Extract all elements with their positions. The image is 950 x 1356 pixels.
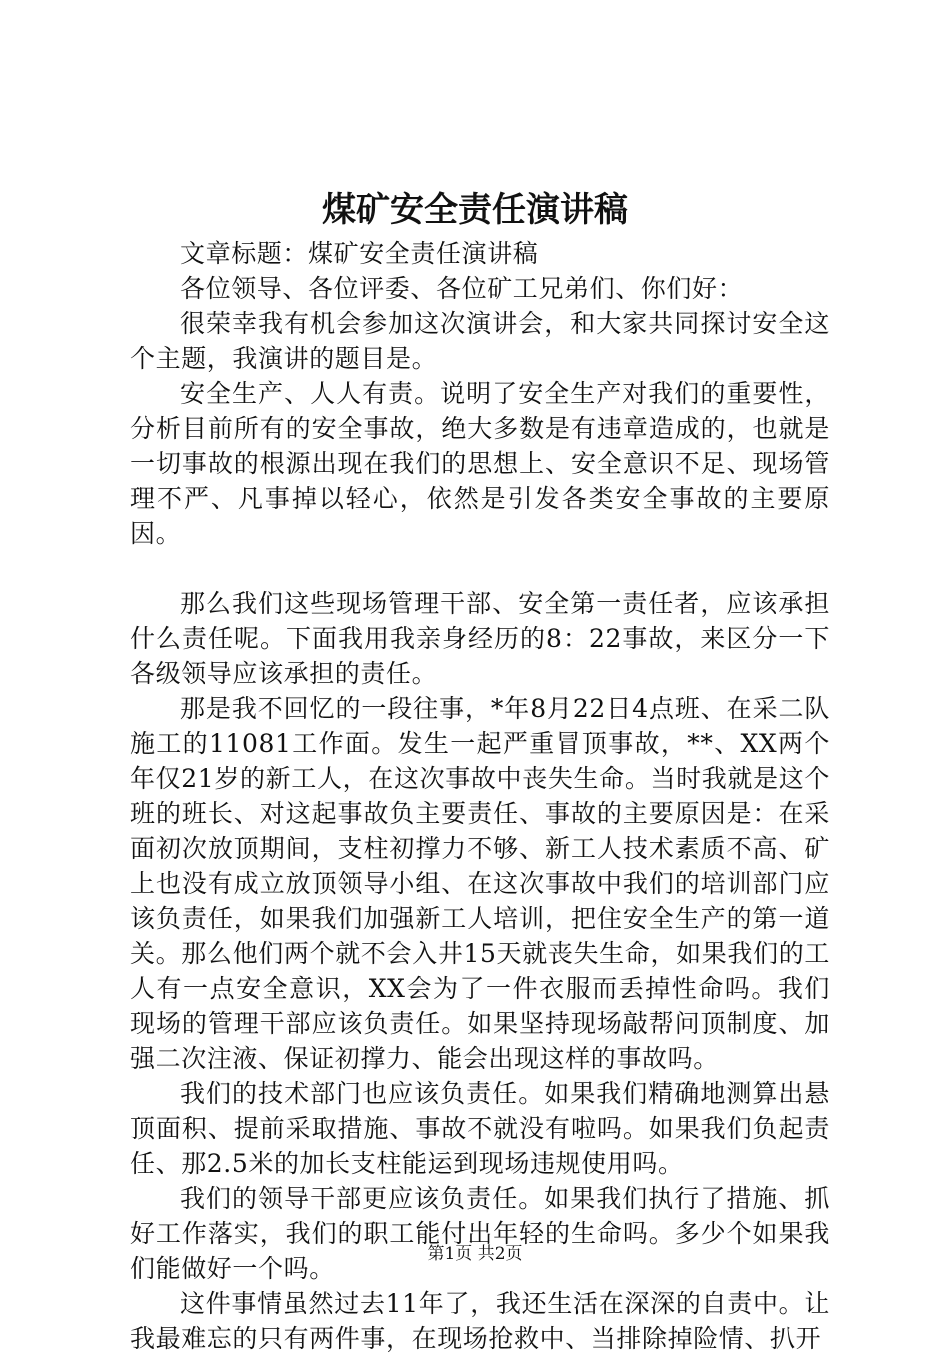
document-body: [130, 236, 830, 1356]
greeting-paragraph: 各位领导、各位评委、各位矿工兄弟们、你们好：: [180, 274, 744, 303]
body-paragraph: 我们的领导干部更应该负责任。如果我们执行了措施、抓好工作落实，我们的职工能付出年轻的生命吗。多少个如果我们能做好一个吗。: [130, 1184, 830, 1283]
article-title-line: 文章标题：煤矿安全责任演讲稿: [180, 239, 539, 268]
page-number-footer: 第1页 共2页: [427, 1244, 523, 1264]
body-paragraph: 安全生产、人人有责。说明了安全生产对我们的重要性，分析目前所有的安全事故，绝大多数是有违章造成的，也就是一切事故的根源出现在我们的思想上、安全意识不足、现场管理不严、凡事掉以轻心，依然是引发各类安全事故的主要原因。: [130, 379, 830, 548]
page-title: 煤矿安全责任演讲稿: [322, 190, 628, 230]
body-paragraph: 那么我们这些现场管理干部、安全第一责任者，应该承担什么责任呢。下面我用我亲身经历的8：22事故，来区分一下各级领导应该承担的责任。: [130, 589, 830, 688]
intro-paragraph: 很荣幸我有机会参加这次演讲会，和大家共同探讨安全这个主题，我演讲的题目是。: [130, 309, 830, 373]
body-paragraph: 我们的技术部门也应该负责任。如果我们精确地测算出悬顶面积、提前采取措施、事故不就没有啦吗。如果我们负起责任、那2.5米的加长支柱能运到现场违规使用吗。: [130, 1079, 830, 1178]
body-paragraph: 这件事情虽然过去11年了，我还生活在深深的自责中。让我最难忘的只有两件事，在现场抢救中、当排除掉险情、扒开: [130, 1289, 830, 1353]
body-paragraph: 那是我不回忆的一段往事，*年8月22日4点班、在采二队施工的11081工作面。发生一起严重冒顶事故，**、XX两个年仅21岁的新工人，在这次事故中丧失生命。当时我就是这个班的班长、对这起事故负主要责任、事故的主要原因是：在采面初次放顶期间，支柱初撑力不够、新工人技术素质不高、矿上也没有成立放顶领导小组、在这次事故中我们的培训部门应该负责任，如果我们加强新工人培训，把住安全生产的第一道关。那么他们两个就不会入井15天就丧失生命，如果我们的工人有一点安全意识，XX会为了一件衣服而丢掉性命吗。我们现场的管理干部应该负责任。如果坚持现场敲帮问顶制度、加强二次注液、保证初撑力、能会出现这样的事故吗。: [130, 694, 830, 1073]
